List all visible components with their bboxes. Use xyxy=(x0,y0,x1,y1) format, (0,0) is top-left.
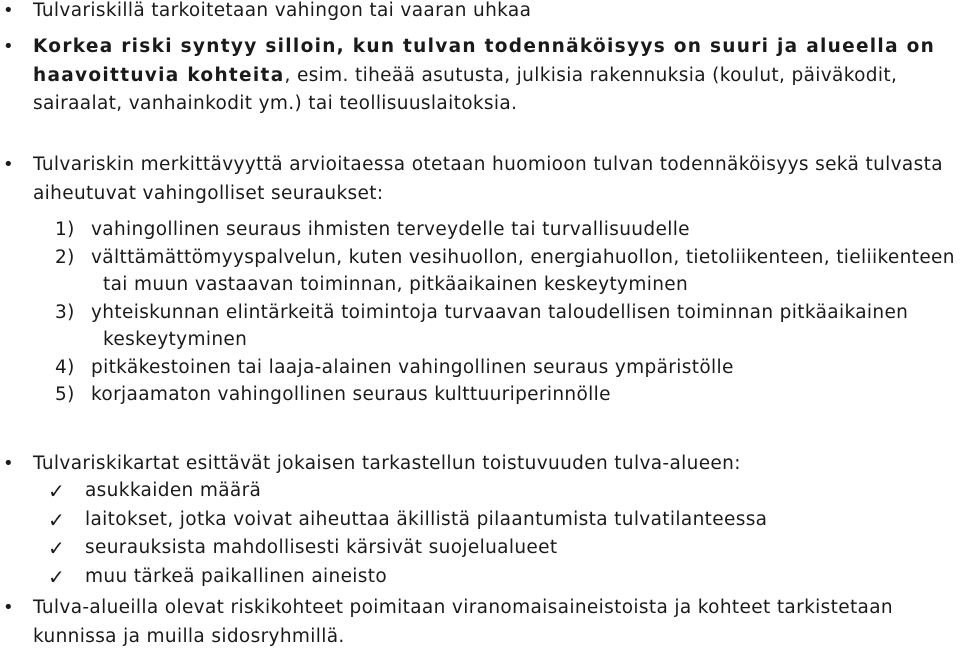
numbered-item-1 xyxy=(55,216,960,244)
numbered-item-4 xyxy=(55,354,960,382)
numbered-item-2 xyxy=(55,244,960,299)
bullet-icon: • xyxy=(3,36,14,57)
numbered-item-number: 4) xyxy=(55,356,75,378)
check-icon: ✓ xyxy=(48,536,66,560)
bullet-text-2-emphasis: Korkea riski syntyy silloin, kun tulvan todennäköisyys on suuri ja alueella on haavoittuvia kohteita xyxy=(33,36,936,86)
check-item-text: asukkaiden määrä xyxy=(85,480,262,501)
bullet-text-1: Tulvariskillä tarkoitetaan vahingon tai vaaran uhkaa xyxy=(33,0,532,21)
bullet-text-5: Tulva-alueilla olevat riskikohteet poimitaan viranomaisaineistoista ja kohteet tarkistetaan kunnissa ja muilla sidosryhmillä. xyxy=(33,597,894,647)
check-icon: ✓ xyxy=(48,507,66,532)
numbered-item-text: yhteiskunnan elintärkeitä toimintoja turvaavan taloudellisen toiminnan pitkäaikainen keskeytyminen xyxy=(91,301,909,350)
check-item-text: laitokset, jotka voivat aiheuttaa äkillistä pilaantumista tulvatilanteessa xyxy=(85,508,768,530)
bullet-text-4: Tulvariskikartat esittävät jokaisen tarkastellun toistuvuuden tulva-alueen: xyxy=(33,453,741,474)
check-item-2 xyxy=(48,506,948,535)
numbered-item-number: 2) xyxy=(55,246,75,268)
check-item-1 xyxy=(48,477,948,506)
check-list xyxy=(48,477,948,591)
check-item-3 xyxy=(48,534,948,563)
check-icon: ✓ xyxy=(48,479,66,503)
bullet-text-2-rest: , esim. tiheää asutusta, julkisia rakennuksia (koulut, päiväkodit, sairaalat, vanhainkodit ym.) tai teollisuuslaitoksia. xyxy=(33,64,898,114)
numbered-item-number: 3) xyxy=(55,301,75,323)
check-item-4 xyxy=(48,563,948,592)
check-item-text: muu tärkeä paikallinen aineisto xyxy=(85,565,388,587)
check-item-text: seurauksista mahdollisesti kärsivät suojelualueet xyxy=(85,537,558,558)
numbered-list xyxy=(55,216,960,409)
numbered-item-5 xyxy=(55,381,960,409)
numbered-item-3 xyxy=(55,299,960,354)
check-icon: ✓ xyxy=(48,564,66,589)
bullet-icon: • xyxy=(3,453,14,474)
numbered-item-text: korjaamaton vahingollinen seuraus kulttuuriperinnölle xyxy=(91,384,611,405)
bullet-text-2 xyxy=(33,33,958,119)
numbered-item-text: välttämättömyyspalvelun, kuten vesihuollon, energiahuollon, tietoliikenteen, tieliikenteen tai muun vastaavan toiminnan, pitkäaikainen keskeytyminen xyxy=(91,246,955,295)
numbered-item-number: 1) xyxy=(55,219,75,240)
bullet-icon: • xyxy=(3,154,14,175)
numbered-item-text: pitkäkestoinen tai laaja-alainen vahingollinen seuraus ympäristölle xyxy=(91,356,734,378)
numbered-item-text: vahingollinen seuraus ihmisten terveydelle tai turvallisuudelle xyxy=(91,219,690,240)
bullet-text-3: Tulvariskin merkittävyyttä arvioitaessa otetaan huomioon tulvan todennäköisyys sekä tulvasta aiheutuvat vahingolliset seuraukset: xyxy=(33,154,943,204)
numbered-item-number: 5) xyxy=(55,384,75,405)
bullet-icon: • xyxy=(3,0,14,21)
bullet-icon: • xyxy=(3,597,14,618)
